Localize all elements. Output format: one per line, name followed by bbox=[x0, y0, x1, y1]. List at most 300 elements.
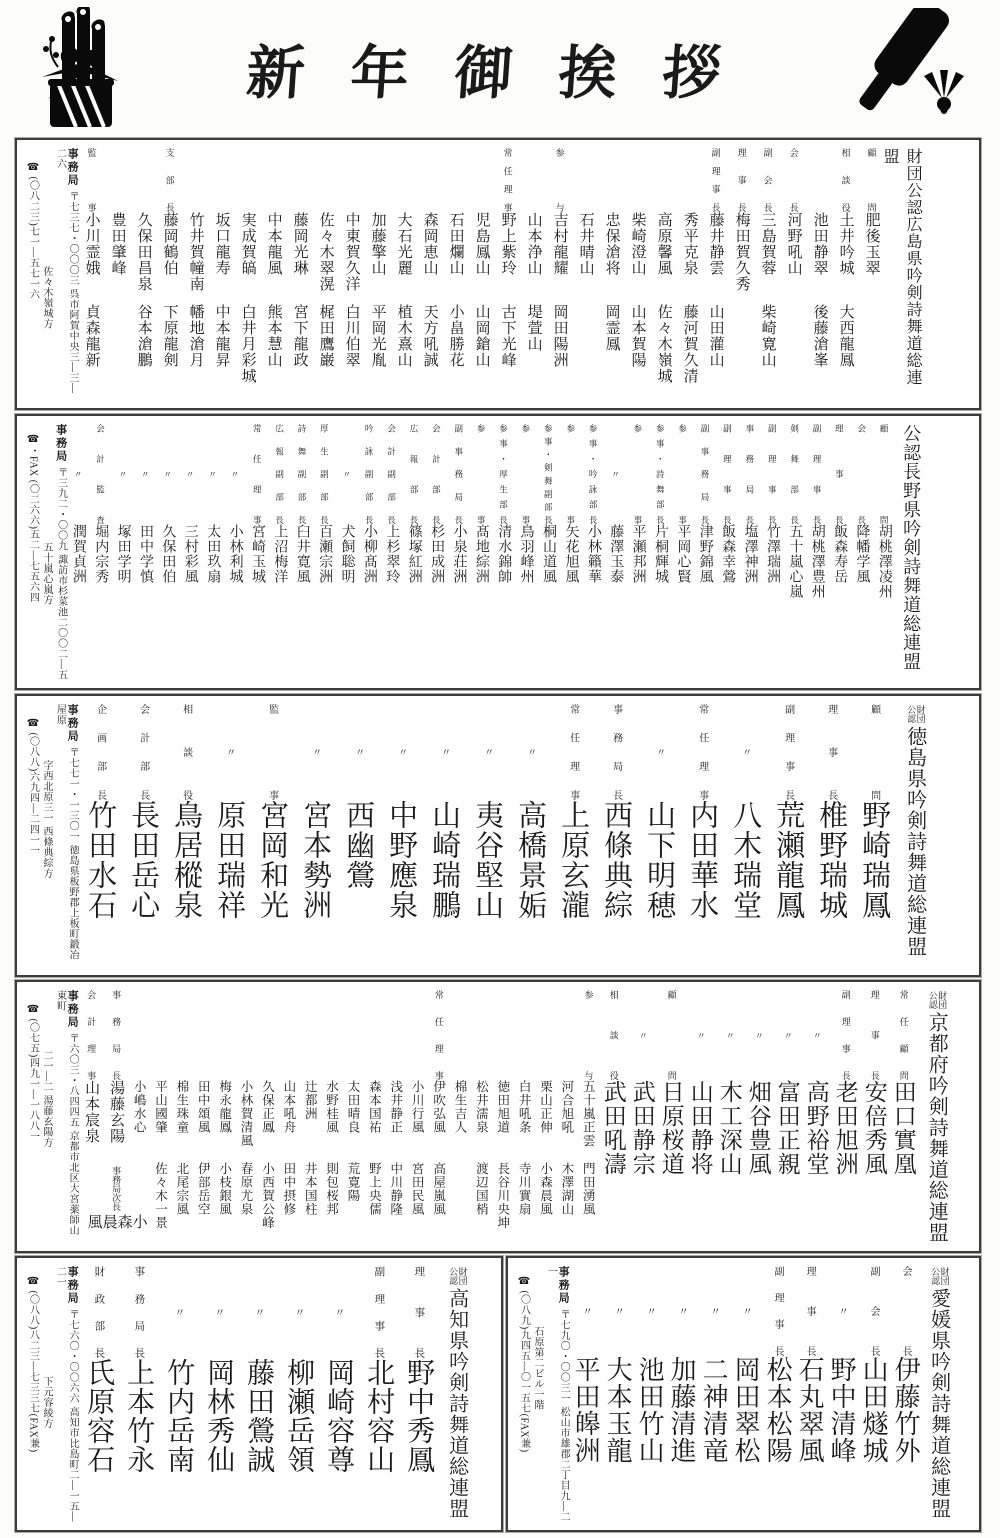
person-name: 臼井寛風 bbox=[294, 524, 310, 584]
person-name: 小泉荘洲 bbox=[451, 524, 467, 584]
name-column bbox=[358, 424, 380, 680]
person-name: 山下明穂 bbox=[643, 800, 676, 920]
role-label: 〃 bbox=[73, 469, 84, 479]
role-label: 〃 bbox=[207, 469, 218, 479]
person-name: 太田玖扇 bbox=[205, 524, 221, 584]
person-name: 武田吼濤 bbox=[600, 1080, 626, 1176]
office-block bbox=[25, 148, 78, 400]
name-column bbox=[238, 1266, 278, 1522]
person-name: 松本松陽 bbox=[763, 1356, 793, 1464]
person-name: 清水錦帥 bbox=[496, 524, 512, 584]
office-line bbox=[54, 990, 78, 1243]
name-column bbox=[671, 424, 693, 680]
name-column bbox=[156, 424, 178, 680]
person-name: 荒瀬龍鳳 bbox=[772, 800, 805, 920]
name-column bbox=[806, 148, 832, 400]
name-column bbox=[546, 148, 572, 400]
office-line bbox=[27, 1266, 39, 1522]
role-label: 常任理事 bbox=[696, 704, 708, 800]
person-name: 竹井賀幢南 bbox=[187, 212, 204, 292]
role-label: 常任理事 bbox=[502, 148, 513, 212]
name-column bbox=[508, 704, 551, 967]
person-name: 伊部岳空 bbox=[196, 1162, 211, 1216]
box-title bbox=[438, 1266, 476, 1522]
name-column bbox=[577, 990, 598, 1243]
name-column bbox=[398, 1266, 438, 1522]
name-column bbox=[268, 424, 290, 680]
person-name: 加藤擎山 bbox=[369, 212, 386, 276]
role-label: 副理事長 bbox=[767, 424, 778, 524]
name-column bbox=[293, 704, 336, 967]
role-label bbox=[451, 148, 460, 212]
person-name: 山田灌山 bbox=[707, 304, 724, 368]
person-name: 上杉翠玲 bbox=[384, 524, 400, 584]
person-name: 髙地綜洲 bbox=[473, 524, 489, 584]
name-column bbox=[858, 148, 884, 400]
name-column bbox=[761, 1266, 793, 1522]
name-column bbox=[850, 424, 872, 680]
box-content bbox=[17, 982, 962, 1251]
role-label: 詩舞副部長 bbox=[297, 424, 307, 524]
role-label: 相談役 bbox=[840, 148, 851, 212]
office-head: 事務局 bbox=[66, 1266, 79, 1305]
person-name: 土井吟城 bbox=[837, 212, 854, 276]
name-column bbox=[278, 1266, 318, 1522]
name-column bbox=[889, 1266, 921, 1522]
role-label bbox=[243, 148, 252, 212]
person-name: 胡桃澤凌州 bbox=[876, 524, 892, 599]
person-name: 飯森幸鶯 bbox=[720, 524, 736, 584]
office-block bbox=[25, 990, 78, 1243]
person-name: 平岡心賢 bbox=[675, 524, 691, 584]
hagoita-icon bbox=[836, 8, 972, 128]
name-column bbox=[702, 148, 728, 400]
office-text: 〒七七一・一三〇一 徳島県板野郡上板町鍛冶屋原 bbox=[54, 704, 79, 960]
name-column bbox=[150, 990, 171, 1243]
kadomatsu-icon bbox=[28, 7, 132, 129]
office-block bbox=[516, 1266, 569, 1522]
office-text: 〒七三七・〇〇〇三 呉市阿賀中央三—三—二六 bbox=[54, 148, 79, 394]
person-name: 佐々木一景 bbox=[153, 1162, 168, 1230]
office-line bbox=[27, 704, 39, 967]
name-column bbox=[831, 990, 860, 1243]
office-line bbox=[27, 148, 39, 400]
name-column bbox=[78, 1266, 118, 1522]
person-name: 高野裕堂 bbox=[803, 1080, 829, 1176]
name-column bbox=[379, 704, 422, 967]
role-label: 〃 bbox=[811, 1030, 822, 1040]
person-name: 老田旭洲 bbox=[832, 1080, 858, 1176]
person-name: 長田岳心 bbox=[127, 800, 160, 920]
box-content bbox=[508, 1258, 963, 1530]
name-column bbox=[364, 148, 390, 400]
role-label: 会長 bbox=[788, 148, 799, 212]
person-name: 児島鳳山 bbox=[473, 212, 490, 276]
page-header bbox=[0, 0, 1000, 136]
role-label: 参事・剣舞副部長 bbox=[543, 424, 554, 524]
office-text: 〒三九二・〇〇九 諏訪市杉菜池二〇〇二—五 bbox=[55, 467, 67, 680]
name-column bbox=[291, 424, 313, 680]
office-text: ☎・FAX (〇二六六)五二—七五六四 bbox=[27, 434, 39, 603]
role-label: 企画部長 bbox=[94, 704, 106, 800]
name-column bbox=[416, 148, 442, 400]
person-name: 原田瑞祥 bbox=[213, 800, 246, 920]
role-label: 〃 bbox=[173, 1306, 185, 1318]
person-name: 井本国柱 bbox=[303, 1162, 318, 1216]
person-name: 山本浄山 bbox=[525, 212, 542, 276]
role-label: 相談役 bbox=[180, 704, 192, 800]
person-name: 田中摂修 bbox=[281, 1162, 296, 1216]
name-column bbox=[342, 990, 363, 1243]
role-label bbox=[113, 148, 122, 212]
person-name: 内田華水 bbox=[686, 800, 719, 920]
org-type-line: 公認 bbox=[930, 1267, 941, 1285]
role-label: 会計監査 bbox=[95, 424, 106, 524]
person-name: 高原馨風 bbox=[655, 212, 672, 276]
role-label: 支部長 bbox=[164, 148, 175, 212]
name-column bbox=[321, 990, 342, 1243]
org-type-line: 財団 bbox=[939, 1267, 950, 1285]
name-column bbox=[208, 148, 234, 400]
name-column bbox=[626, 424, 648, 680]
role-label: 〃 bbox=[293, 1306, 305, 1318]
org-type-label bbox=[927, 991, 946, 1009]
role-label: 参与 bbox=[583, 990, 594, 1080]
person-name: 田口實凰 bbox=[890, 1080, 916, 1176]
name-column bbox=[313, 424, 335, 680]
person-name: 犬飼聡明 bbox=[339, 524, 355, 584]
person-name: 椎野瑞城 bbox=[815, 800, 848, 920]
person-name: 吉村龍耀 bbox=[551, 212, 568, 276]
name-column bbox=[744, 990, 773, 1243]
role-label bbox=[177, 990, 186, 1080]
box-title bbox=[895, 424, 927, 680]
person-name: 藤井静雲 bbox=[707, 212, 724, 276]
role-label: 常任理事 bbox=[433, 990, 444, 1080]
person-name: 山本宸泉 bbox=[83, 1080, 100, 1144]
office-text: ☎ (〇八八)六九四—二四一一 bbox=[27, 718, 39, 856]
name-column bbox=[729, 1266, 761, 1522]
role-label: 参事 bbox=[677, 424, 688, 524]
office-head: 事務局 bbox=[54, 424, 67, 463]
role-label: 参事・厚生部長 bbox=[498, 424, 509, 524]
name-column bbox=[628, 990, 657, 1243]
name-column bbox=[780, 148, 806, 400]
role-label: 監事 bbox=[86, 148, 97, 212]
person-name: 佐々木嶺城 bbox=[655, 304, 672, 384]
org-type-line: 財団 bbox=[915, 705, 926, 723]
person-name: 天方吼誠 bbox=[421, 304, 438, 368]
person-name: 小枝銀風 bbox=[217, 1162, 232, 1216]
role-label bbox=[815, 148, 824, 212]
name-column bbox=[428, 990, 449, 1243]
page-title: 新年御挨拶 bbox=[244, 41, 769, 106]
role-label: 参事 bbox=[565, 424, 576, 524]
role-label: 〃 bbox=[341, 469, 352, 479]
role-label bbox=[217, 148, 226, 212]
role-label: 〃 bbox=[253, 1306, 265, 1318]
role-label: 理事長 bbox=[413, 1266, 425, 1358]
person-name: 春原尤泉 bbox=[239, 1162, 254, 1216]
box-content bbox=[17, 140, 924, 408]
name-column bbox=[513, 990, 534, 1243]
person-name: 岡林秀仙 bbox=[203, 1358, 235, 1474]
name-column bbox=[773, 990, 802, 1243]
name-column bbox=[260, 148, 286, 400]
greeting-box-nagano bbox=[15, 414, 981, 690]
person-name: 岡崎容尊 bbox=[323, 1358, 355, 1474]
role-label: 〃 bbox=[162, 469, 173, 479]
role-label: 理事長 bbox=[736, 148, 747, 212]
name-column bbox=[680, 704, 723, 967]
role-label: 参与 bbox=[554, 148, 565, 212]
name-column bbox=[318, 1266, 358, 1522]
name-column bbox=[520, 148, 546, 400]
role-label bbox=[477, 148, 486, 212]
person-name: 堤萱山 bbox=[525, 304, 542, 352]
person-name: 北村容山 bbox=[363, 1358, 395, 1474]
role-label: 〃 bbox=[213, 1306, 225, 1318]
role-label: 〃 bbox=[782, 1030, 793, 1040]
name-column bbox=[78, 990, 103, 1243]
office-line bbox=[54, 148, 78, 400]
office-text: 下元容綾方 bbox=[41, 1376, 52, 1429]
name-column bbox=[246, 424, 268, 680]
role-label bbox=[391, 990, 400, 1080]
role-label: 〃 bbox=[580, 1306, 592, 1316]
person-name: 湯藤玄陽 bbox=[108, 1080, 125, 1144]
office-text: ☎ (〇八八)八二三—七三三七(FAX兼) bbox=[27, 1276, 39, 1453]
org-type-line: 財団 bbox=[457, 1267, 468, 1285]
role-label: 〃 bbox=[309, 747, 321, 757]
person-name: 池田静翠 bbox=[811, 212, 828, 276]
name-column bbox=[551, 704, 594, 967]
office-line bbox=[27, 424, 39, 680]
name-column bbox=[470, 990, 491, 1243]
person-name: 森岡恵山 bbox=[421, 212, 438, 276]
name-column bbox=[665, 1266, 697, 1522]
role-label bbox=[321, 148, 330, 212]
office-line bbox=[41, 148, 53, 400]
name-column bbox=[624, 148, 650, 400]
role-label bbox=[581, 148, 590, 212]
person-name: 山本賀陽 bbox=[629, 304, 646, 368]
person-name: 百瀬宗洲 bbox=[317, 524, 333, 584]
org-type-line: 公認 bbox=[448, 1267, 459, 1285]
org-type-line: 財団 bbox=[937, 991, 948, 1009]
role-label bbox=[263, 990, 272, 1080]
person-name: 水野桂風 bbox=[324, 1080, 339, 1134]
role-label: 広報副部長 bbox=[274, 424, 285, 524]
role-label: 会計副部長 bbox=[386, 424, 397, 524]
person-name: 宮本勢洲 bbox=[299, 800, 332, 920]
name-column bbox=[201, 424, 223, 680]
name-column bbox=[468, 148, 494, 400]
person-name: 小森晨風 bbox=[85, 1214, 147, 1230]
person-name: 山本吼舟 bbox=[281, 1080, 296, 1134]
person-name: 谷本滄鵬 bbox=[135, 304, 152, 368]
person-name: 杉田成洲 bbox=[429, 524, 445, 584]
role-label bbox=[348, 990, 357, 1080]
role-label: 〃 bbox=[708, 1306, 720, 1316]
role-label: 〃 bbox=[740, 1306, 752, 1316]
role-label: 相談役 bbox=[608, 990, 619, 1080]
name-column bbox=[299, 990, 320, 1243]
role-label: 〃 bbox=[185, 469, 196, 479]
name-column bbox=[802, 990, 831, 1243]
name-column bbox=[633, 1266, 665, 1522]
role-label: 参事 bbox=[520, 424, 531, 524]
person-name: 小林賀清風 bbox=[239, 1080, 254, 1148]
person-name: 梶田鷹巌 bbox=[317, 304, 334, 368]
person-name: 植木熹山 bbox=[395, 304, 412, 368]
name-column bbox=[182, 148, 208, 400]
office-text: 五十嵐心嵐方 bbox=[41, 542, 52, 605]
name-column bbox=[873, 424, 895, 680]
role-label: 〃 bbox=[438, 747, 450, 757]
name-column bbox=[793, 1266, 825, 1522]
role-label bbox=[633, 148, 642, 212]
org-type-line: 公認 bbox=[906, 705, 917, 723]
name-column bbox=[78, 148, 104, 400]
role-label: 副会長 bbox=[868, 1266, 880, 1356]
name-column bbox=[657, 990, 686, 1243]
person-name: 中本龍昇 bbox=[213, 304, 230, 368]
name-column bbox=[128, 990, 149, 1243]
role-label bbox=[327, 990, 336, 1080]
name-column bbox=[406, 990, 427, 1243]
role-label: 〃 bbox=[739, 747, 751, 757]
person-name: 梅田賀久秀 bbox=[733, 212, 750, 292]
name-column bbox=[492, 424, 514, 680]
box-content bbox=[17, 696, 941, 975]
role-label bbox=[295, 148, 304, 212]
person-name: 三島賀蓉 bbox=[759, 212, 776, 276]
name-column bbox=[104, 148, 130, 400]
role-label: 副会長 bbox=[762, 148, 773, 212]
role-label bbox=[399, 148, 408, 212]
office-line bbox=[27, 990, 39, 1243]
org-type-label bbox=[930, 1267, 949, 1285]
role-label: 〃 bbox=[229, 469, 240, 479]
role-label: 理事長 bbox=[834, 424, 845, 524]
person-name: 柴崎寛山 bbox=[759, 304, 776, 368]
person-name: 高橋景姤 bbox=[514, 800, 547, 920]
office-head: 事務局 bbox=[66, 148, 79, 187]
box-content bbox=[17, 416, 933, 688]
person-name: 五十嵐心嵐 bbox=[787, 524, 803, 599]
person-name: 豊田肇峰 bbox=[109, 212, 126, 276]
person-name: 木工深山 bbox=[716, 1080, 742, 1176]
person-name: 池田竹山 bbox=[635, 1356, 665, 1464]
person-name: 竹内岳南 bbox=[163, 1358, 195, 1474]
name-column bbox=[256, 990, 277, 1243]
name-column bbox=[594, 704, 637, 967]
person-name: 西幽鶯 bbox=[342, 800, 375, 890]
person-name: 小森晨風 bbox=[538, 1162, 553, 1216]
person-name: 後藤滄峯 bbox=[811, 304, 828, 368]
person-name: 津野錦風 bbox=[697, 524, 713, 584]
person-name: 平山國肇 bbox=[153, 1080, 168, 1134]
role-label: 会計部長 bbox=[137, 704, 149, 800]
role-label: 会長 bbox=[900, 1266, 912, 1356]
name-column bbox=[537, 424, 559, 680]
person-name: 小川霊娥 bbox=[83, 212, 100, 276]
name-column bbox=[697, 1266, 729, 1522]
person-name: 実成賀皜 bbox=[239, 212, 256, 276]
role-label: 事務局長 bbox=[111, 990, 122, 1080]
role-label: 〃 bbox=[117, 469, 128, 479]
person-name: 藤岡鶴伯 bbox=[161, 212, 178, 276]
person-name: 則包桜邦 bbox=[324, 1162, 339, 1216]
person-name: 古下光峰 bbox=[499, 304, 516, 368]
name-column bbox=[783, 424, 805, 680]
box-title-text: 徳島県吟剣詩舞道総連盟 bbox=[903, 726, 926, 957]
person-name: 棉生吉人 bbox=[452, 1080, 467, 1134]
role-label: 副理事長 bbox=[811, 424, 822, 524]
person-name: 肥後玉翠 bbox=[863, 212, 880, 276]
name-column bbox=[728, 148, 754, 400]
person-name: 岡霊鳳 bbox=[603, 304, 620, 352]
greeting-box-hiroshima bbox=[15, 138, 981, 410]
person-name: 石丸翠風 bbox=[795, 1356, 825, 1464]
name-column bbox=[599, 990, 628, 1243]
person-name: 武田静宗 bbox=[629, 1080, 655, 1176]
name-column bbox=[556, 990, 577, 1243]
office-text: 〒六〇三・八四四五 京都市北区大宮薬師山東町 bbox=[54, 990, 79, 1236]
role-label: 事務局次長 bbox=[111, 1166, 122, 1211]
person-name: 石井晴山 bbox=[577, 212, 594, 276]
role-label: 理事長 bbox=[869, 990, 880, 1080]
name-column bbox=[492, 990, 513, 1243]
role-label bbox=[607, 148, 616, 212]
person-name: 小川行風 bbox=[410, 1080, 425, 1134]
person-name: 岡田陽洲 bbox=[551, 304, 568, 368]
role-label bbox=[425, 148, 434, 212]
name-column bbox=[164, 704, 207, 967]
role-label bbox=[373, 148, 382, 212]
name-column bbox=[716, 424, 738, 680]
box-title bbox=[895, 704, 935, 967]
name-column bbox=[335, 424, 357, 680]
role-label bbox=[191, 148, 200, 212]
office-text: 字西北原三一 西條典綜方 bbox=[41, 760, 52, 879]
name-column bbox=[134, 424, 156, 680]
person-name: 竹澤瑞洲 bbox=[764, 524, 780, 584]
person-name: 塚田学明 bbox=[115, 524, 131, 584]
name-column bbox=[192, 990, 213, 1243]
person-name: 熊本慧山 bbox=[265, 304, 282, 368]
name-column bbox=[598, 148, 624, 400]
name-column bbox=[312, 148, 338, 400]
name-column bbox=[278, 990, 299, 1243]
name-column bbox=[686, 990, 715, 1243]
person-name: 梅永龍鳳 bbox=[217, 1080, 232, 1134]
name-column bbox=[89, 424, 111, 680]
name-column bbox=[158, 1266, 198, 1522]
person-name: 小林籟華 bbox=[585, 524, 601, 584]
person-name: 大西龍鳳 bbox=[837, 304, 854, 368]
office-text: 〒七九〇・〇〇三一 松山市雄郡二丁目九—二一 bbox=[545, 1266, 570, 1522]
person-name: 久保正鳳 bbox=[260, 1080, 275, 1134]
name-column bbox=[207, 704, 250, 967]
name-column bbox=[214, 990, 235, 1243]
person-name: 河合旭吼 bbox=[559, 1080, 574, 1134]
person-name: 宮下龍政 bbox=[291, 304, 308, 368]
office-text: 石原第二ビル一階 bbox=[532, 1326, 543, 1410]
person-name: 田中頌風 bbox=[196, 1080, 211, 1134]
person-name: 佐々木翠滉 bbox=[317, 212, 334, 292]
